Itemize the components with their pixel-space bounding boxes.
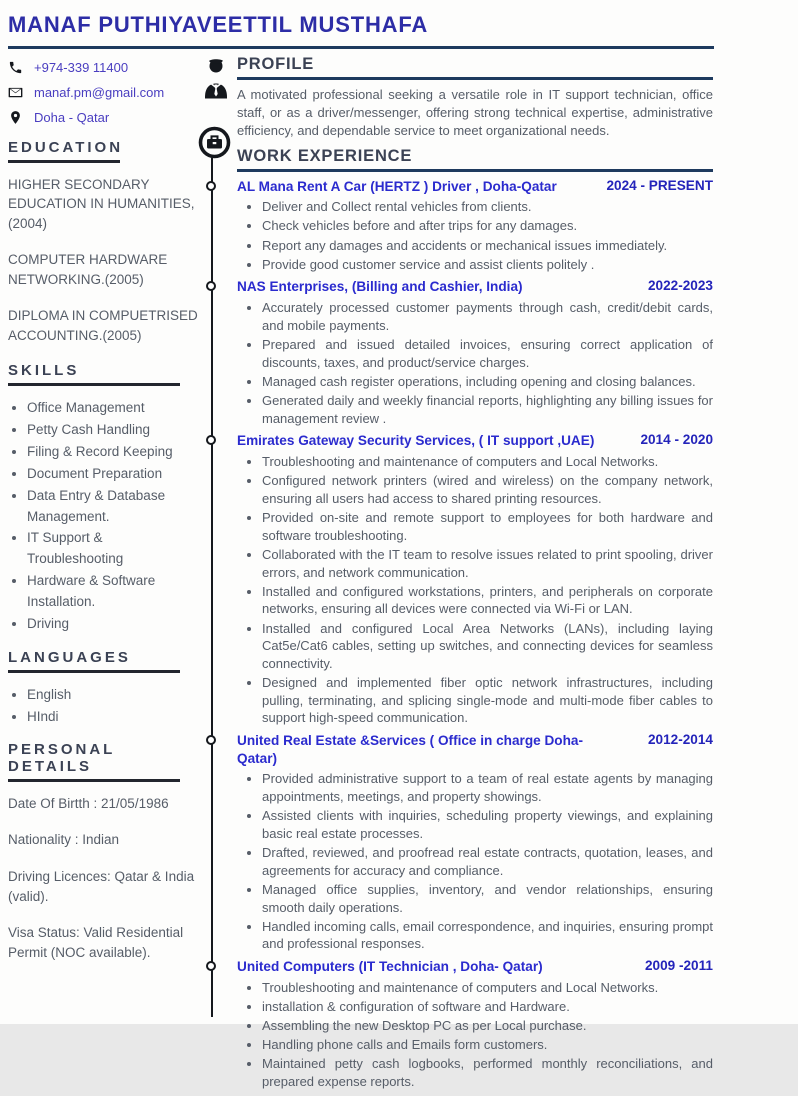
job-bullet: • Provide good customer service and assist clients politely . — [262, 256, 713, 274]
envelope-icon — [8, 85, 23, 100]
contact-location-row — [8, 110, 198, 125]
job-bullet: • Troubleshooting and maintenance of computers and Local Networks. — [262, 453, 713, 471]
page-title: MANAF PUTHIYAVEETTIL MUSTHAFA — [8, 12, 429, 37]
job-bullet-list — [237, 770, 713, 953]
personal-detail-item: Visa Status: Valid Residential Permit (NOC available). — [8, 925, 184, 960]
profile-underline — [237, 77, 713, 80]
job-bullet: • Report any damages and accidents or mechanical issues immediately. — [262, 237, 713, 255]
job-bullet-list — [237, 979, 713, 1091]
job-bullet: • Provided administrative support to a team of real estate agents by managing appointments, meetings, and property showings. — [262, 770, 713, 805]
person-icon — [202, 57, 230, 99]
skill-item: • Data Entry & Database Management. — [27, 486, 198, 528]
skill-item: • IT Support & Troubleshooting — [27, 528, 198, 570]
job-dates: 2014 - 2020 — [640, 432, 713, 448]
job-title: United Computers (IT Technician , Doha- Qatar) — [237, 959, 543, 975]
job-bullet: • Drafted, reviewed, and proofread real estate contracts, quotation, leases, and agreements for accuracy and compliance. — [262, 844, 713, 879]
briefcase-icon — [198, 126, 231, 159]
job-bullet: • Provided on-site and remote support to employees for both hardware and software troubleshooting. — [262, 509, 713, 544]
profile-summary: A motivated professional seeking a versatile role in IT support technician, office staff, or as a driver/messenger, offering strong technical expertise, administrative efficiency, and dependable service to meet organizational needs. — [237, 86, 713, 138]
timeline-node — [206, 435, 216, 445]
contact-phone-row — [8, 60, 198, 75]
location-pin-icon — [8, 110, 23, 125]
job-bullet: • Handling phone calls and Emails form customers. — [262, 1036, 713, 1054]
languages-underline — [8, 670, 180, 673]
job-bullet: • Check vehicles before and after trips for any damages. — [262, 217, 713, 235]
job-bullet: • Collaborated with the IT team to resolve issues related to print spooling, driver errors, and network communication. — [262, 546, 713, 581]
job-dates: 2024 - PRESENT — [606, 177, 713, 193]
job-bullet: • Installed and configured workstations, printers, and peripherals on corporate networks, ensuring all devices were connected via Wi-Fi or LAN. — [262, 583, 713, 618]
skills-list — [8, 398, 198, 635]
job-entry-al-mana — [237, 178, 713, 274]
job-dates: 2022-2023 — [647, 278, 713, 294]
job-bullet: • Designed and implemented fiber optic network infrastructures, including pulling, terminating, and splicing single-mode and multi-mode fiber cables to support high-speed communication. — [262, 674, 713, 727]
skill-item: • Petty Cash Handling — [27, 420, 198, 441]
languages-heading: LANGUAGES — [8, 649, 131, 667]
job-header — [237, 432, 713, 450]
job-bullet: • Assisted clients with inquiries, scheduling property viewings, and explaining basic real estate processes. — [262, 807, 713, 842]
work-experience-heading: WORK EXPERIENCE — [237, 147, 413, 166]
contact-phone: +974-339 11400 — [34, 60, 129, 75]
job-bullet-list — [237, 198, 713, 273]
job-title: United Real Estate &Services ( Office in charge Doha- Qatar) — [237, 733, 583, 766]
phone-icon — [8, 60, 23, 75]
job-bullet: • installation & configuration of software and Hardware. — [262, 998, 713, 1016]
timeline-node — [206, 961, 216, 971]
job-title: AL Mana Rent A Car (HERTZ ) Driver , Doha-Qatar — [237, 178, 557, 194]
job-title: Emirates Gateway Security Services, ( IT support ,UAE) — [237, 433, 595, 449]
personal-detail-item: Driving Licences: Qatar & India (valid). — [8, 869, 195, 904]
job-header — [237, 732, 713, 767]
job-bullet: • Managed cash register operations, including opening and closing balances. — [262, 373, 713, 391]
job-bullet-list — [237, 453, 713, 727]
job-entry-emirates-gateway — [237, 432, 713, 727]
left-sidebar — [8, 60, 198, 979]
language-item: • English — [27, 685, 198, 706]
timeline-node — [206, 181, 216, 191]
job-header — [237, 278, 713, 296]
job-entry-nas-enterprises — [237, 278, 713, 427]
job-entry-united-computers — [237, 958, 713, 1091]
skills-underline — [8, 383, 180, 386]
job-bullet-list — [237, 299, 713, 427]
job-entry-united-real-estate — [237, 732, 713, 953]
job-header — [237, 178, 713, 196]
job-bullet: • Handled incoming calls, email correspondence, and inquiries, ensuring prompt and professional responses. — [262, 918, 713, 953]
education-item: COMPUTER HARDWARE NETWORKING.(2005) — [8, 252, 168, 287]
job-bullet: • Generated daily and weekly financial reports, highlighting any billing issues for management review . — [262, 392, 713, 427]
job-dates: 2012-2014 — [647, 732, 713, 748]
skill-item: • Driving — [27, 614, 198, 635]
profile-heading: PROFILE — [237, 55, 315, 73]
job-bullet: • Configured network printers (wired and wireless) on the company network, ensuring all users had access to shared printing resources. — [262, 472, 713, 507]
personal-details-heading: PERSONAL DETAILS — [8, 741, 116, 776]
contact-email-row — [8, 85, 198, 100]
skill-item: • Office Management — [27, 398, 198, 419]
contact-location: Doha - Qatar — [34, 110, 110, 125]
education-underline — [8, 160, 120, 163]
personal-detail-item: Nationality : Indian — [8, 832, 120, 848]
job-bullet: • Assembling the new Desktop PC as per Local purchase. — [262, 1017, 713, 1035]
skill-item: • Document Preparation — [27, 464, 198, 485]
job-bullet: • Managed office supplies, inventory, and vendor relationships, ensuring smooth daily operations. — [262, 881, 713, 916]
job-bullet: • Deliver and Collect rental vehicles from clients. — [262, 198, 713, 216]
job-bullet: • Maintained petty cash logbooks, performed monthly reconciliations, and prepared expense reports. — [262, 1055, 713, 1090]
work-experience-underline — [237, 169, 713, 172]
languages-list — [8, 685, 198, 728]
job-title: NAS Enterprises, (Billing and Cashier, India) — [237, 279, 523, 295]
timeline-node — [206, 281, 216, 291]
skills-heading: SKILLS — [8, 362, 80, 380]
job-bullet: • Installed and configured Local Area Networks (LANs), including laying Cat5e/Cat6 cables, setting up switches, and connecting devices for seamless connectivity. — [262, 620, 713, 673]
education-item: HIGHER SECONDARY EDUCATION IN HUMANITIES, (2004) — [8, 176, 195, 231]
education-heading: EDUCATION — [8, 139, 124, 156]
main-content — [237, 55, 713, 1096]
job-bullet: • Prepared and issued detailed invoices, ensuring correct application of discounts, taxes, and product/service charges. — [262, 336, 713, 371]
skill-item: • Hardware & Software Installation. — [27, 571, 198, 613]
job-header — [237, 958, 713, 976]
timeline-node — [206, 735, 216, 745]
job-dates: 2009 -2011 — [644, 958, 713, 974]
personal-details-underline — [8, 779, 180, 782]
education-item: DIPLOMA IN COMPUETRISED ACCOUNTING.(2005) — [8, 308, 198, 343]
personal-detail-item: Date Of Birtth : 21/05/1986 — [8, 795, 169, 811]
skill-item: • Filing & Record Keeping — [27, 442, 198, 463]
header-divider — [8, 46, 714, 49]
job-bullet: • Accurately processed customer payments through cash, credit/debit cards, and mobile payments. — [262, 299, 713, 334]
language-item: • HIndi — [27, 707, 198, 728]
contact-email: manaf.pm@gmail.com — [34, 85, 165, 100]
job-bullet: • Troubleshooting and maintenance of computers and Local Networks. — [262, 979, 713, 997]
